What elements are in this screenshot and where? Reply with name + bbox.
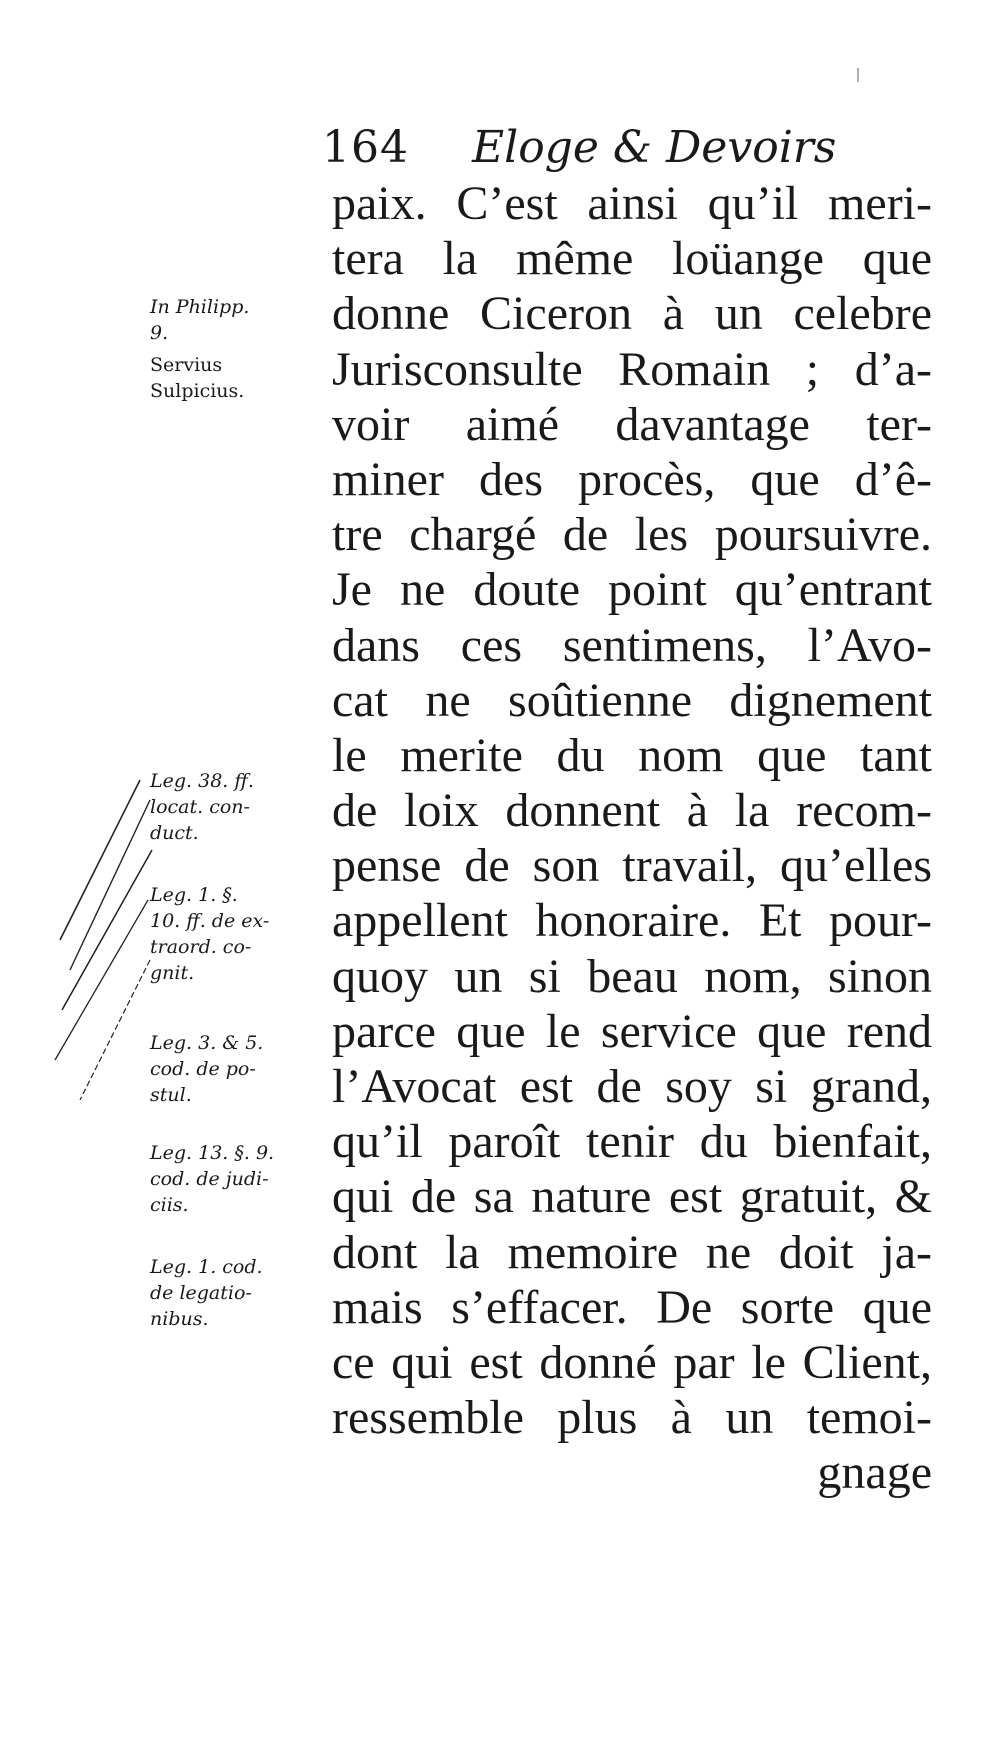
text-line: parce que le service que rend <box>332 1004 932 1058</box>
margin-note-line: In Philipp. <box>150 296 250 318</box>
margin-note <box>150 1030 320 1108</box>
text-line: de loix donnent à la recom- <box>332 784 932 838</box>
margin-note <box>150 1254 320 1332</box>
text-line: dont la memoire ne doit ja- <box>332 1225 932 1279</box>
margin-note-line: cod. de judi- <box>150 1168 269 1190</box>
text-line: donne Ciceron à un celebre <box>332 287 932 341</box>
margin-note-line: nibus. <box>150 1308 209 1330</box>
text-line: miner des procès, que d’ê- <box>332 452 932 506</box>
margin-note-line: traord. co- <box>150 936 252 958</box>
text-line: quoy un si beau nom, sinon <box>332 949 932 1003</box>
handwritten-strokes <box>40 760 160 1120</box>
text-line: qu’il paroît tenir du bienfait, <box>332 1115 932 1169</box>
margin-note-line: Servius <box>150 354 223 376</box>
text-line: paix. C’est ainsi qu’il meri- <box>332 177 932 230</box>
running-head: Eloge & Devoirs <box>472 122 837 173</box>
text-line: tre chargé de les poursuivre. <box>332 508 932 562</box>
text-line: appellent honoraire. Et pour- <box>332 894 932 948</box>
margin-note-line: ciis. <box>150 1194 189 1216</box>
text-line: tera la même loüange que <box>332 232 932 286</box>
text-line: voir aimé davantage ter- <box>332 397 932 451</box>
text-line: l’Avocat est de soy si grand, <box>332 1060 932 1113</box>
margin-note-line: Leg. 3. & 5. <box>150 1032 264 1054</box>
text-line: dans ces sentimens, l’Avo- <box>332 618 932 672</box>
text-line: ce qui est donné par le Client, <box>332 1335 932 1389</box>
margin-note <box>150 882 320 986</box>
text-line: Jurisconsulte Romain ; d’a- <box>332 342 932 396</box>
catchword: gnage <box>817 1446 932 1500</box>
margin-note-line: stul. <box>150 1084 192 1106</box>
scan-mark <box>857 68 859 82</box>
margin-note-line: cod. de po- <box>150 1058 256 1080</box>
margin-note-line: 10. ff. de ex- <box>150 910 270 932</box>
margin-note-line: 9. <box>150 322 169 344</box>
margin-note-line: locat. con- <box>150 796 250 818</box>
margin-note-line: Leg. 1. cod. <box>150 1256 263 1278</box>
margin-note <box>150 768 320 846</box>
margin-note-line: Leg. 13. §. 9. <box>150 1142 275 1164</box>
text-line: le merite du nom que tant <box>332 728 932 782</box>
text-line: cat ne soûtienne dignement <box>332 673 932 727</box>
text-line: ressemble plus à un temoi- <box>332 1391 932 1445</box>
text-line: mais s’effacer. De sorte que <box>332 1280 932 1334</box>
margin-note <box>150 352 320 404</box>
margin-note-line: duct. <box>150 822 199 844</box>
margin-note-line: gnit. <box>150 962 195 984</box>
page-number: 164 <box>322 122 409 173</box>
body-text <box>332 176 932 1501</box>
text-line: qui de sa nature est gratuit, & <box>332 1170 932 1224</box>
margin-note <box>150 294 320 346</box>
margin-note-line: Leg. 1. §. <box>150 884 238 906</box>
margin-note-line: Sulpicius. <box>150 380 245 402</box>
margin-note-line: Leg. 38. ff. <box>150 770 254 792</box>
text-line: pense de son travail, qu’elles <box>332 839 932 893</box>
margin-note-line: de legatio- <box>150 1282 252 1304</box>
margin-note <box>150 1140 320 1218</box>
text-line: Je ne doute point qu’entrant <box>332 563 932 617</box>
